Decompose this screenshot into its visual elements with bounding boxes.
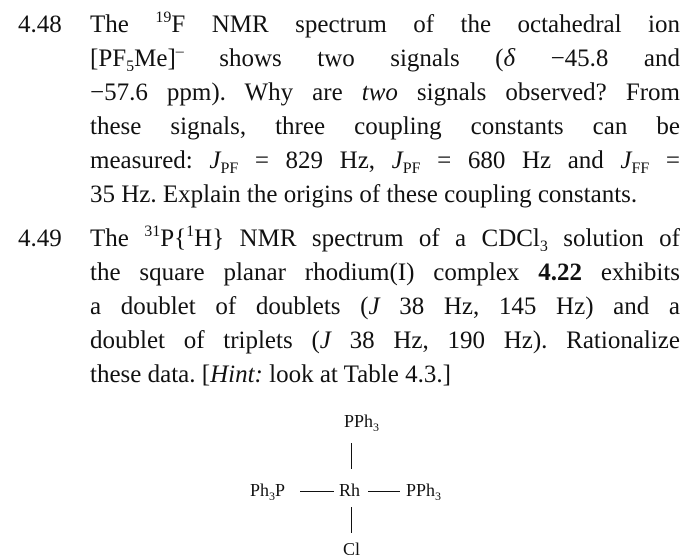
text-line: these signals, three coupling constants can be [90, 113, 680, 140]
right-ligand-label: PPh$_3$ [406, 480, 442, 503]
text-line: The $^{31}$P{$^1$H} NMR spectrum of a CDCl$_3$ solution of [90, 223, 680, 255]
top-bond [351, 443, 352, 469]
problem-text [90, 8, 680, 212]
text-line: $[PF_5Me]^-$ shows two signals (δ −45.8 and [90, 43, 680, 75]
left-bond [300, 491, 334, 492]
bottom-ligand-label: Cl [343, 539, 361, 559]
top-ligand-label: PPh$_3$ [344, 411, 380, 434]
text-line: measured: $J_{PF} = 829$ Hz, $J_{PF} = 680$ Hz and $J_{FF}$ = [90, 147, 681, 177]
text-line: these data. [Hint: look at Table 4.3.] [90, 361, 451, 388]
text-line: the square planar rhodium(I) complex 4.22 exhibits [90, 259, 680, 286]
right-bond [368, 491, 400, 492]
left-ligand-label: $Ph_3P$ [250, 480, 286, 503]
text-line: −57.6 ppm). Why are two signals observed? From [90, 79, 680, 106]
bottom-bond [351, 507, 352, 533]
text-line: 35 Hz. Explain the origins of these coupling constants. [90, 181, 638, 208]
text-line: The $^{19}$F NMR spectrum of the octahedral ion [90, 9, 681, 38]
text-line: a doublet of doublets (J 38 Hz, 145 Hz) and a [90, 293, 680, 320]
problem-number: 4.49 [18, 225, 62, 252]
text-line: doublet of triplets (J 38 Hz, 190 Hz). Rationalize [90, 327, 680, 354]
rhodium-complex-structure [240, 405, 480, 558]
problem-number: 4.48 [18, 11, 62, 38]
problem-text [90, 222, 680, 392]
metal-center-label: Rh [339, 480, 361, 500]
